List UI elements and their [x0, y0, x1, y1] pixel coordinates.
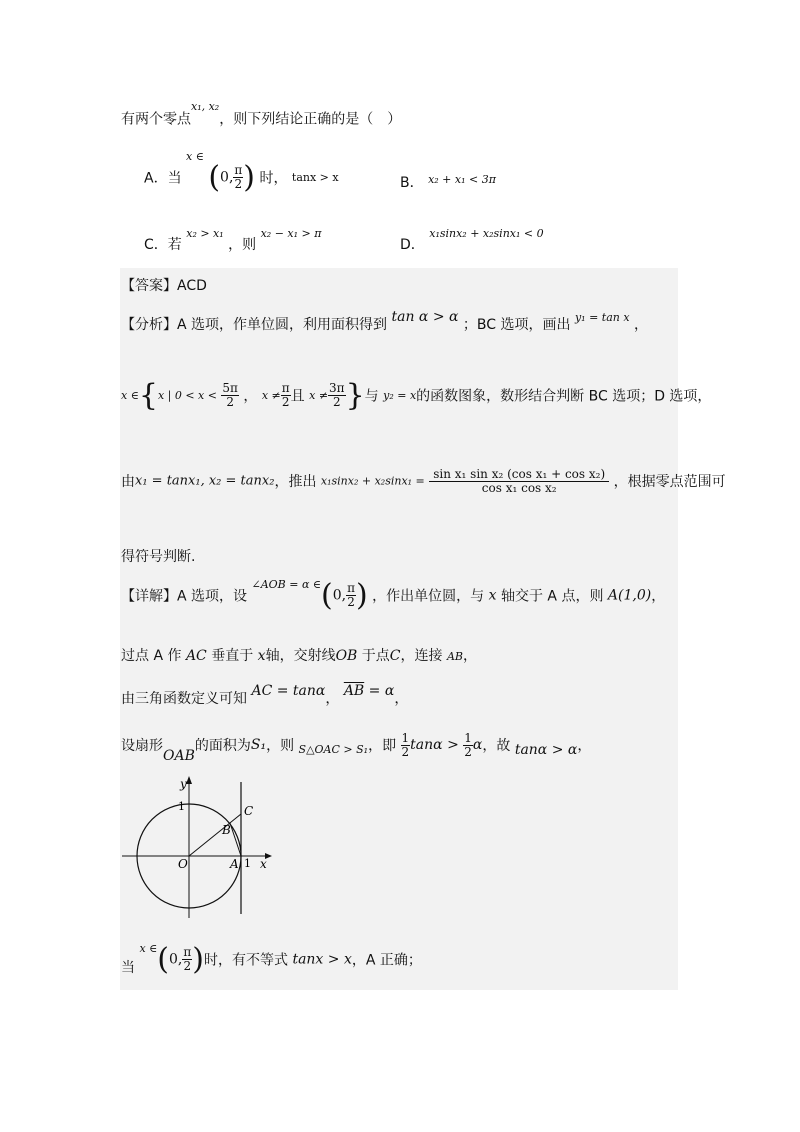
analysis-text: 得符号判断. — [121, 549, 196, 565]
detail-line-2 — [121, 645, 477, 665]
label-O: O — [178, 857, 188, 871]
detail-text: ， — [577, 738, 592, 755]
option-d — [400, 222, 544, 253]
detail-text: 于点 — [361, 648, 390, 664]
detail-text: ， — [651, 588, 666, 605]
option-c-math2: x₂ − x₁ > π — [260, 227, 322, 240]
y-arrow-icon — [186, 776, 192, 784]
stem-suffix: ，则下列结论正确的是（ ） — [219, 111, 402, 128]
detail-math: OAB — [163, 748, 195, 765]
answer-tag: 【答案】 — [121, 278, 177, 294]
option-a-frac: $\frac{\pi}{2}$ — [234, 163, 243, 191]
analysis-text: ，推出 — [274, 474, 317, 491]
label-A: A — [230, 857, 239, 871]
half-frac-2: $\frac{1}{2}$ — [464, 731, 472, 759]
detail-math: A(1,0) — [607, 587, 652, 604]
detail-frac: $\frac{\pi}{2}$ — [347, 581, 355, 609]
detail-math: AB — [446, 650, 463, 663]
analysis-text: ，根据零点范围可 — [613, 474, 726, 491]
detail-text: 的面积为 — [194, 738, 251, 755]
detail-text: ，A 正确； — [351, 952, 422, 969]
analysis-math: tan α > α — [391, 309, 459, 325]
analysis-text: ， — [634, 317, 649, 333]
detail-math: S△OAC > S₁ — [298, 742, 369, 756]
option-a-math2: tanx > x — [291, 171, 339, 184]
analysis-text: 与 — [364, 388, 379, 405]
detail-math: tanα > — [410, 737, 459, 754]
analysis-text: ， — [243, 388, 258, 405]
detail-text: ，作出单位圆，与 — [372, 588, 485, 605]
detail-line-5: 当 $^{x \in}$(0, $\frac{\pi}{2}$ )时，有不等式 tanx > x，A 正确； — [121, 942, 422, 977]
detail-math: AC = tanα — [251, 683, 326, 699]
analysis-math: x ≠ — [309, 389, 329, 402]
detail-text: ，即 — [368, 738, 397, 755]
detail-math: tanα > α — [514, 742, 578, 759]
detail-math: x — [257, 648, 266, 664]
analysis-big-frac: $\frac{\text{sin x₁ sin x₂ (cos x₁ + cos x₂)}}{\text{cos x₁ cos x₂}}$ — [429, 468, 609, 494]
answer-line — [121, 275, 207, 295]
option-c-mid: ，则 — [228, 237, 257, 253]
analysis-line-3 — [121, 468, 726, 494]
chord-ab — [230, 823, 241, 856]
ray-ob — [189, 814, 241, 856]
frac-pi-2: $\frac{\pi}{2}$ — [281, 381, 290, 409]
detail-math: x ∈ — [139, 942, 158, 955]
detail-text: 轴交于 A 点，则 — [500, 588, 604, 605]
detail-math: tanx > x — [292, 951, 352, 968]
label-C: C — [244, 804, 254, 818]
detail-math: C — [389, 648, 401, 664]
analysis-math: y₁ = tan x — [574, 311, 630, 324]
option-d-math: x₁sinx₂ + x₂sinx₁ < 0 — [429, 227, 544, 240]
detail-text: 时，有不等式 — [203, 952, 288, 969]
option-d-label: D． — [400, 237, 425, 253]
analysis-math: x ≠ — [261, 389, 281, 402]
analysis-text: 由 — [121, 474, 135, 491]
detail-math: = α — [364, 683, 395, 699]
option-c-label: C．若 — [144, 237, 182, 253]
option-c-math1: x₂ > x₁ — [186, 227, 224, 240]
detail-text: ，连接 — [400, 648, 443, 664]
analysis-line-2 — [121, 378, 711, 413]
detail-math: OB — [335, 648, 358, 664]
analysis-math: x₁sinx₂ + x₂sinx₁ = — [320, 474, 425, 488]
detail-math: α — [472, 737, 483, 754]
detail-text: 过点 A 作 — [121, 648, 182, 664]
detail-text: ， — [394, 691, 409, 707]
analysis-line-1 — [121, 309, 649, 333]
option-c — [144, 222, 322, 253]
option-b — [400, 172, 496, 192]
answer-value: ACD — [177, 278, 207, 294]
detail-math: S₁ — [250, 737, 267, 754]
detail-math: AC — [185, 648, 207, 664]
question-stem — [121, 100, 402, 129]
detail-text: ， — [463, 648, 477, 664]
detail-text: 当 — [121, 960, 135, 976]
detail-text: A 选项，设 — [177, 588, 248, 605]
detail-text: 垂直于 — [211, 648, 254, 664]
option-a-mid: 时， — [259, 170, 288, 187]
label-B: B — [222, 823, 231, 837]
frac-3pi-2: $\frac{3\pi}{2}$ — [329, 381, 345, 409]
detail-line-1: 【详解】A 选项，设 $^{\angle AOB = \alpha \in}$(0, $\frac{\pi}{2}$ ) ，作出单位圆，与 x 轴交于 A 点，则 A(1,0)， — [121, 578, 666, 613]
detail-math: ∠AOB = α ∈ — [251, 578, 322, 591]
analysis-math: x ∈ — [121, 389, 139, 402]
analysis-tag: 【分析】 — [121, 317, 177, 333]
detail-arc: $\overline{AB}$ — [343, 683, 365, 699]
detail-math: x — [488, 587, 497, 604]
analysis-text: ；BC 选项，画出 — [462, 317, 571, 333]
analysis-math: x₁ = tanx₁, x₂ = tanx₂ — [135, 473, 275, 489]
analysis-text: 的函数图象，数形结合判断 BC 选项；D 选项， — [416, 388, 712, 405]
stem-prefix: 有两个零点 — [121, 111, 191, 128]
detail-frac-5: $\frac{\pi}{2}$ — [183, 945, 192, 973]
detail-text: ， — [325, 691, 340, 707]
label-1-right: 1 — [244, 857, 251, 870]
detail-text: 轴，交射线 — [265, 648, 336, 664]
brace-open: { — [138, 378, 158, 413]
half-frac-1: $\frac{1}{2}$ — [401, 731, 410, 759]
option-a-interval: ( — [208, 160, 221, 195]
frac-5pi-2: $\frac{5\pi}{2}$ — [222, 381, 238, 409]
option-a-math1: x ∈ — [186, 150, 204, 163]
detail-text: 设扇形 — [121, 738, 163, 755]
option-b-label: B． — [400, 175, 424, 191]
option-a: A．当 $^{x \in}$ (0, $\frac{\pi}{2}$ ) 时， tanx > x — [144, 150, 339, 195]
analysis-text: 且 — [290, 388, 305, 405]
option-a-label: A．当 — [144, 170, 182, 187]
detail-line-3 — [121, 683, 409, 707]
option-b-math: x₂ + x₁ < 3π — [428, 173, 496, 186]
detail-text: ，则 — [266, 738, 295, 755]
analysis-math: y₂ = x — [383, 389, 417, 402]
label-y: y — [180, 777, 187, 791]
unit-circle-figure — [120, 770, 280, 920]
label-x: x — [260, 857, 267, 871]
analysis-line-4 — [121, 546, 195, 566]
analysis-math: x | 0 < x < — [157, 389, 217, 402]
detail-text: 由三角函数定义可知 — [121, 691, 247, 707]
detail-text: ，故 — [482, 738, 511, 755]
detail-line-4 — [121, 731, 592, 765]
label-1-top: 1 — [178, 800, 185, 813]
stem-math: x₁, x₂ — [191, 100, 220, 113]
detail-tag: 【详解】 — [121, 588, 177, 605]
analysis-text: A 选项，作单位圆，利用面积得到 — [177, 317, 388, 333]
brace-close: } — [345, 378, 365, 413]
